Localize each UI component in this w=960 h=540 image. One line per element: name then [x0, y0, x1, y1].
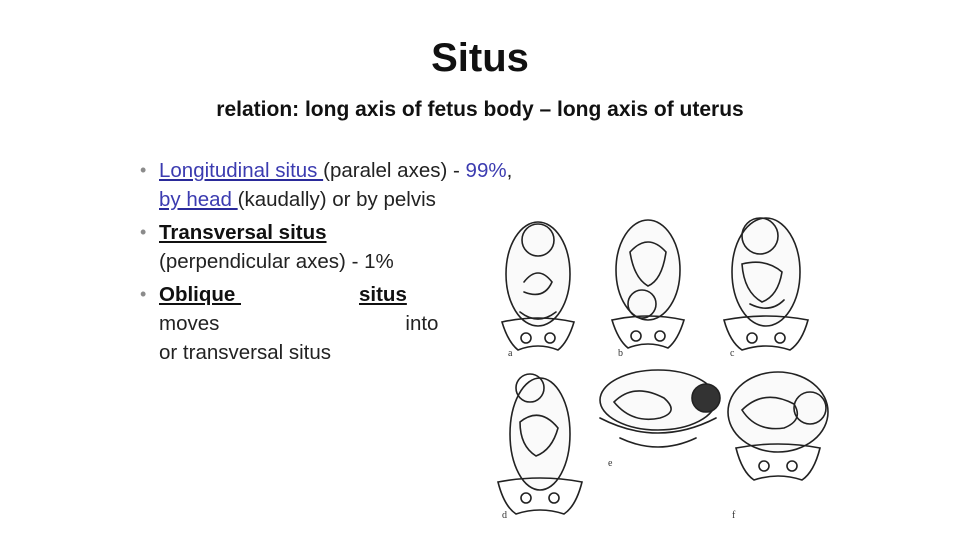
panel-label: f: [732, 510, 736, 521]
panel-label: e: [608, 458, 613, 469]
moves-text: moves: [159, 312, 220, 335]
bullet-marker: •: [140, 222, 147, 242]
fetal-situs-illustration: [480, 212, 840, 528]
slide-subtitle: relation: long axis of fetus body – long axis of uterus: [216, 98, 744, 121]
panel-a-figure: [502, 222, 574, 350]
panel-b-figure: [612, 220, 684, 348]
by-head-link[interactable]: by head: [159, 188, 238, 211]
into-text: into: [405, 312, 439, 335]
bullet-marker: •: [140, 284, 147, 304]
panel-label: c: [730, 348, 735, 359]
transversal-situs-term: Transversal situs: [159, 221, 327, 244]
bullet-line: [159, 185, 600, 214]
axes-text: (paralel axes) -: [323, 159, 466, 182]
panel-e-figure: [600, 370, 720, 447]
bullet-line: [159, 156, 600, 185]
slide-title: Situs: [431, 36, 529, 80]
kaudally-text: (kaudally) or by pelvis: [237, 188, 436, 211]
percent-text: 99%: [465, 159, 507, 182]
oblique-term: Oblique: [159, 283, 241, 306]
longitudinal-situs-link[interactable]: Longitudinal situs: [159, 159, 324, 182]
panel-f-figure: [728, 372, 828, 480]
panel-label: b: [618, 348, 623, 359]
panel-label: a: [508, 348, 513, 359]
panel-d-figure: [498, 374, 582, 514]
bullet-longitudinal: [140, 156, 600, 214]
transversal-situs-text: or transversal situs: [159, 341, 332, 364]
panel-label: d: [502, 510, 507, 521]
panel-c-figure: [724, 218, 808, 350]
situs-term: situs: [359, 283, 407, 306]
fetal-situs-drawing: [480, 212, 840, 528]
bullet-marker: •: [140, 160, 147, 180]
comma-text: ,: [506, 159, 513, 182]
perpendicular-text: (perpendicular axes) - 1%: [159, 250, 394, 273]
